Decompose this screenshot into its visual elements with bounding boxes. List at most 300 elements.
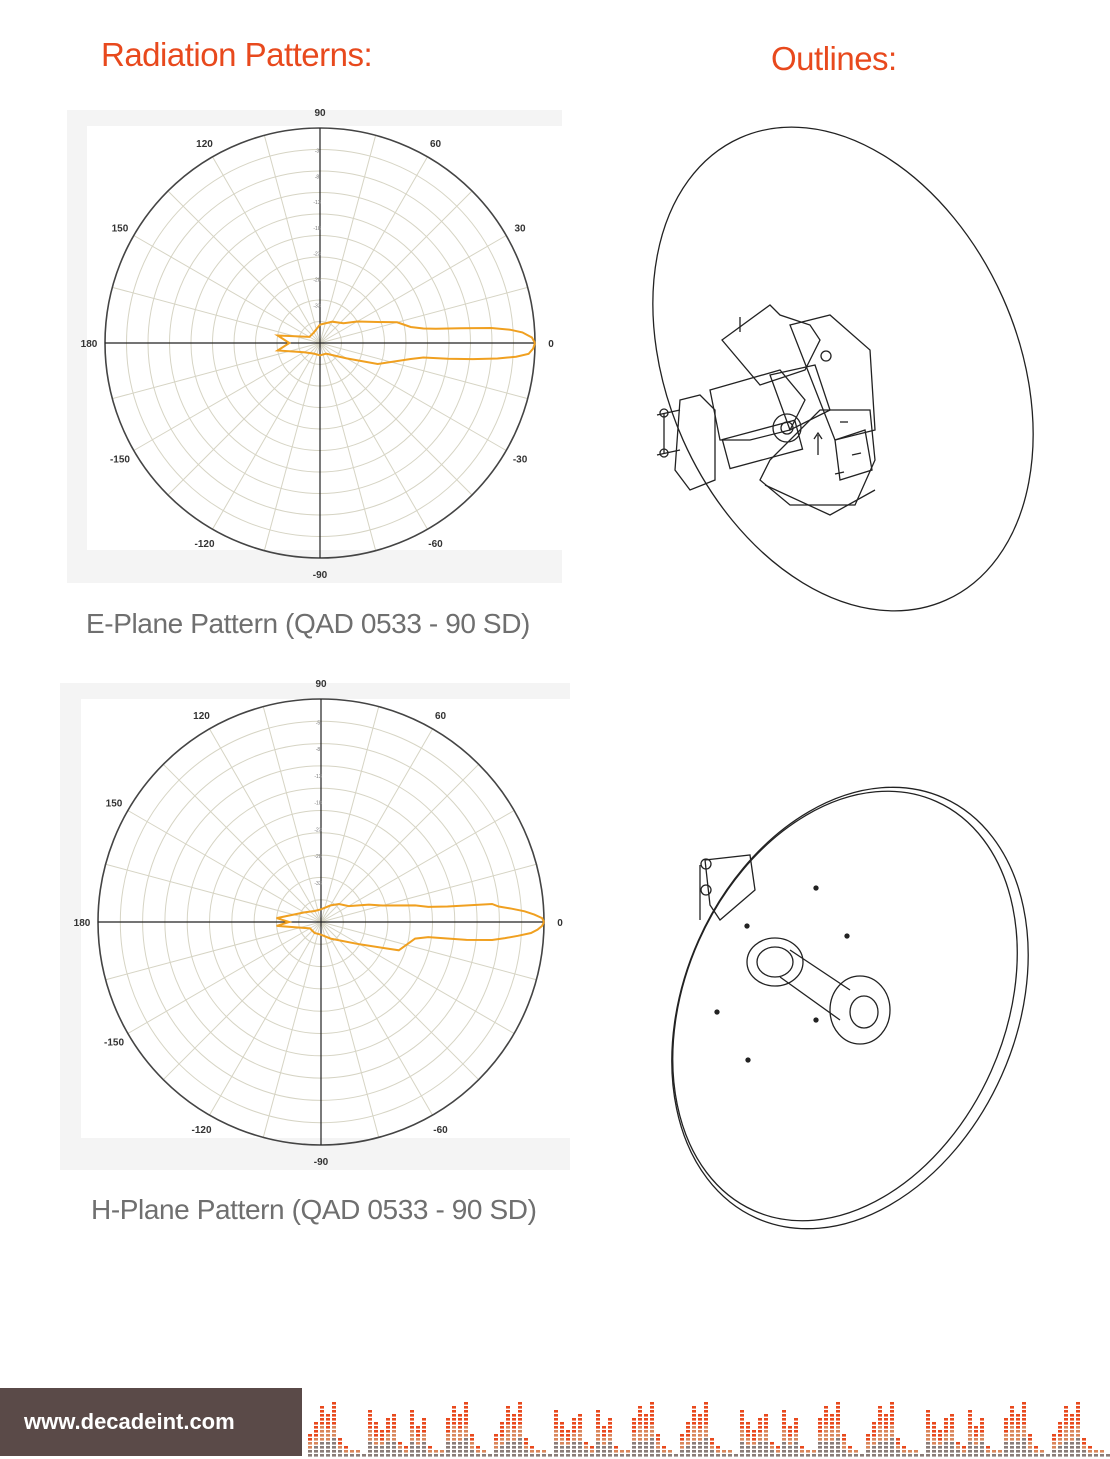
eq-bar-segment: [644, 1414, 648, 1417]
eq-bar-segment: [890, 1434, 894, 1437]
angle-tick-label: -60: [428, 539, 443, 551]
eq-bar-segment: [716, 1454, 720, 1457]
eq-bar-segment: [698, 1438, 702, 1441]
eq-bar-segment: [794, 1446, 798, 1449]
eq-bar-segment: [842, 1450, 846, 1453]
eq-bar-segment: [878, 1406, 882, 1409]
eq-bar-segment: [602, 1450, 606, 1453]
eq-bar-segment: [788, 1426, 792, 1429]
eq-bar-segment: [578, 1422, 582, 1425]
eq-bar-segment: [632, 1438, 636, 1441]
eq-bar-segment: [536, 1450, 540, 1453]
eq-bar-segment: [650, 1442, 654, 1445]
eq-bar-segment: [422, 1446, 426, 1449]
eq-bar-segment: [1010, 1446, 1014, 1449]
radial-tick-label: -23: [314, 827, 322, 834]
eq-bar-segment: [1058, 1446, 1062, 1449]
eq-bar-segment: [596, 1446, 600, 1449]
eq-bar-segment: [326, 1446, 330, 1449]
eq-bar-segment: [824, 1414, 828, 1417]
eq-bar-segment: [392, 1430, 396, 1433]
eq-bar-segment: [518, 1454, 522, 1457]
radial-tick-label: -3: [314, 148, 320, 155]
eq-bar-segment: [500, 1438, 504, 1441]
eq-bar-segment: [458, 1418, 462, 1421]
eq-bar-segment: [866, 1438, 870, 1441]
eq-bar-segment: [392, 1422, 396, 1425]
eq-bar-segment: [1058, 1442, 1062, 1445]
eq-bar-segment: [500, 1450, 504, 1453]
eq-bar-segment: [704, 1446, 708, 1449]
eq-bar-segment: [554, 1454, 558, 1457]
eq-bar-segment: [338, 1442, 342, 1445]
eq-bar-segment: [380, 1430, 384, 1433]
eq-bar-segment: [392, 1442, 396, 1445]
eq-bar-segment: [608, 1430, 612, 1433]
eq-bar-segment: [1064, 1410, 1068, 1413]
eq-bar-segment: [506, 1446, 510, 1449]
eq-bar-segment: [1010, 1450, 1014, 1453]
eq-bar-segment: [446, 1422, 450, 1425]
eq-bar-segment: [326, 1414, 330, 1417]
eq-bar-segment: [614, 1454, 618, 1457]
eq-bar-segment: [890, 1430, 894, 1433]
eq-bar-segment: [320, 1414, 324, 1417]
radial-tick-label: -28: [313, 277, 321, 284]
eq-bar-segment: [686, 1450, 690, 1453]
eq-bar-segment: [896, 1450, 900, 1453]
eq-bar-segment: [680, 1446, 684, 1449]
eq-bar-segment: [440, 1454, 444, 1457]
eq-bar-segment: [1076, 1446, 1080, 1449]
eq-bar-segment: [386, 1442, 390, 1445]
eq-bar-segment: [506, 1410, 510, 1413]
eq-bar-segment: [584, 1454, 588, 1457]
eq-bar-segment: [320, 1430, 324, 1433]
eq-bar-segment: [482, 1454, 486, 1457]
eq-bar-segment: [824, 1410, 828, 1413]
eq-bar-segment: [1064, 1422, 1068, 1425]
eq-bar-segment: [506, 1422, 510, 1425]
eq-bar-segment: [392, 1454, 396, 1457]
eq-bar-segment: [824, 1418, 828, 1421]
eq-bar-segment: [1052, 1446, 1056, 1449]
eq-bar-segment: [1010, 1442, 1014, 1445]
eq-bar-segment: [962, 1446, 966, 1449]
eq-bar-segment: [890, 1442, 894, 1445]
eq-bar-segment: [854, 1454, 858, 1457]
eq-bar-segment: [530, 1450, 534, 1453]
eq-bar-segment: [668, 1450, 672, 1453]
eq-bar-segment: [878, 1418, 882, 1421]
eq-bar-segment: [662, 1454, 666, 1457]
plot-area: [81, 699, 570, 1138]
eq-bar-segment: [554, 1446, 558, 1449]
eq-bar-segment: [638, 1426, 642, 1429]
eq-bar-segment: [980, 1438, 984, 1441]
eq-bar-segment: [410, 1430, 414, 1433]
eq-bar-segment: [464, 1442, 468, 1445]
eq-bar-segment: [884, 1422, 888, 1425]
eq-bar-segment: [506, 1450, 510, 1453]
eq-bar-segment: [704, 1450, 708, 1453]
eq-bar-segment: [446, 1446, 450, 1449]
eq-bar-segment: [470, 1442, 474, 1445]
eq-bar-segment: [938, 1442, 942, 1445]
eq-bar-segment: [1010, 1438, 1014, 1441]
eq-bar-segment: [332, 1442, 336, 1445]
eq-bar-segment: [440, 1450, 444, 1453]
eq-bar-segment: [938, 1434, 942, 1437]
eq-bar-segment: [1070, 1454, 1074, 1457]
eq-bar-segment: [920, 1454, 924, 1457]
eq-bar-segment: [746, 1438, 750, 1441]
eq-bar-segment: [692, 1426, 696, 1429]
eq-bar-segment: [314, 1434, 318, 1437]
eq-bar-segment: [878, 1446, 882, 1449]
eq-bar-segment: [746, 1434, 750, 1437]
eq-bar-segment: [956, 1442, 960, 1445]
eq-bar-segment: [1070, 1414, 1074, 1417]
eq-bar-segment: [938, 1454, 942, 1457]
eq-bar-segment: [452, 1418, 456, 1421]
eq-bar-segment: [308, 1454, 312, 1457]
eq-bar-segment: [1076, 1422, 1080, 1425]
eq-bar-segment: [1070, 1422, 1074, 1425]
eq-bar-segment: [836, 1406, 840, 1409]
eq-bar-segment: [950, 1422, 954, 1425]
eq-bar-segment: [872, 1438, 876, 1441]
eq-bar-segment: [746, 1442, 750, 1445]
eq-bar-segment: [518, 1418, 522, 1421]
eq-bar-segment: [956, 1446, 960, 1449]
eq-bar-segment: [932, 1426, 936, 1429]
eq-bar-segment: [824, 1426, 828, 1429]
eq-bar-segment: [1070, 1438, 1074, 1441]
eq-bar-segment: [332, 1430, 336, 1433]
eq-bar-segment: [620, 1454, 624, 1457]
eq-bar-segment: [320, 1438, 324, 1441]
eq-bar-segment: [824, 1438, 828, 1441]
eq-bar-segment: [638, 1454, 642, 1457]
eq-bar-segment: [1070, 1434, 1074, 1437]
eq-bar-segment: [1004, 1426, 1008, 1429]
angle-tick-label: -60: [433, 1124, 448, 1136]
eq-bar-segment: [818, 1418, 822, 1421]
eq-bar-segment: [926, 1426, 930, 1429]
eq-bar-segment: [416, 1438, 420, 1441]
eq-bar-segment: [692, 1446, 696, 1449]
eq-bar-segment: [458, 1414, 462, 1417]
eq-bar-segment: [824, 1434, 828, 1437]
eq-bar-segment: [566, 1434, 570, 1437]
eq-bar-segment: [836, 1438, 840, 1441]
eq-bar-segment: [758, 1434, 762, 1437]
eq-bar-segment: [566, 1430, 570, 1433]
eq-bar-segment: [890, 1422, 894, 1425]
eq-bar-segment: [758, 1438, 762, 1441]
eq-bar-segment: [1070, 1426, 1074, 1429]
eq-bar-segment: [650, 1434, 654, 1437]
eq-bar-segment: [1064, 1442, 1068, 1445]
eq-bar-segment: [692, 1406, 696, 1409]
eq-bar-segment: [968, 1442, 972, 1445]
eq-bar-segment: [326, 1450, 330, 1453]
eq-bar-segment: [650, 1454, 654, 1457]
eq-bar-segment: [686, 1446, 690, 1449]
eq-bar-segment: [704, 1454, 708, 1457]
eq-bar-segment: [632, 1418, 636, 1421]
eq-bar-segment: [1076, 1414, 1080, 1417]
eq-bar-segment: [380, 1454, 384, 1457]
eq-bar-segment: [632, 1434, 636, 1437]
eq-bar-segment: [662, 1446, 666, 1449]
eq-bar-segment: [788, 1434, 792, 1437]
eq-bar-segment: [1022, 1446, 1026, 1449]
eq-bar-segment: [392, 1426, 396, 1429]
angle-tick-label: 60: [434, 711, 447, 723]
eq-bar-segment: [974, 1434, 978, 1437]
eq-bar-segment: [1016, 1430, 1020, 1433]
eq-bar-segment: [458, 1438, 462, 1441]
eq-bar-segment: [596, 1438, 600, 1441]
eq-bar-segment: [698, 1454, 702, 1457]
eq-bar-segment: [422, 1434, 426, 1437]
eq-bar-segment: [560, 1430, 564, 1433]
eq-bar-segment: [764, 1414, 768, 1417]
eq-bar-segment: [1058, 1450, 1062, 1453]
eq-bar-segment: [632, 1430, 636, 1433]
eq-bar-segment: [464, 1430, 468, 1433]
eq-bar-segment: [1064, 1434, 1068, 1437]
eq-bar-segment: [458, 1454, 462, 1457]
eq-bar-segment: [518, 1450, 522, 1453]
eq-bar-segment: [578, 1450, 582, 1453]
eq-bar-segment: [950, 1430, 954, 1433]
eq-bar-segment: [638, 1406, 642, 1409]
eq-bar-segment: [878, 1414, 882, 1417]
radial-tick-label: -8: [314, 174, 320, 181]
eq-bar-segment: [1094, 1450, 1098, 1453]
eq-bar-segment: [494, 1434, 498, 1437]
eq-bar-segment: [1016, 1438, 1020, 1441]
eq-bar-segment: [518, 1430, 522, 1433]
eq-bar-segment: [1004, 1446, 1008, 1449]
radial-tick-label: -33: [313, 303, 321, 310]
eq-bar-segment: [638, 1414, 642, 1417]
eq-bar-segment: [566, 1450, 570, 1453]
eq-bar-segment: [410, 1454, 414, 1457]
eq-bar-segment: [638, 1438, 642, 1441]
footer-bar: [0, 1388, 1110, 1459]
eq-bar-segment: [998, 1450, 1002, 1453]
eq-bar-segment: [1058, 1422, 1062, 1425]
eq-bar-segment: [452, 1446, 456, 1449]
eq-bar-segment: [944, 1446, 948, 1449]
eq-bar-segment: [494, 1450, 498, 1453]
eq-bar-segment: [752, 1450, 756, 1453]
eq-bar-segment: [950, 1454, 954, 1457]
eq-bar-segment: [1106, 1454, 1110, 1457]
eq-bar-segment: [740, 1414, 744, 1417]
eq-bar-segment: [758, 1450, 762, 1453]
angle-tick-label: 180: [73, 918, 91, 929]
eq-bar-segment: [764, 1434, 768, 1437]
eq-bar-segment: [524, 1442, 528, 1445]
eq-bar-segment: [764, 1454, 768, 1457]
eq-bar-segment: [1010, 1406, 1014, 1409]
eq-bar-segment: [380, 1450, 384, 1453]
eq-bar-segment: [578, 1438, 582, 1441]
eq-bar-segment: [932, 1454, 936, 1457]
eq-bar-segment: [974, 1450, 978, 1453]
eq-bar-segment: [332, 1438, 336, 1441]
eq-bar-segment: [548, 1454, 552, 1457]
eq-bar-segment: [422, 1450, 426, 1453]
eq-bar-segment: [584, 1450, 588, 1453]
eq-bar-segment: [872, 1422, 876, 1425]
eq-bar-segment: [392, 1414, 396, 1417]
eq-bar-segment: [704, 1430, 708, 1433]
eq-bar-segment: [314, 1422, 318, 1425]
eq-bar-segment: [884, 1454, 888, 1457]
eq-bar-segment: [470, 1446, 474, 1449]
e-plane-chart: [67, 110, 562, 583]
eq-bar-segment: [1022, 1418, 1026, 1421]
eq-bar-segment: [1022, 1430, 1026, 1433]
eq-bar-segment: [902, 1454, 906, 1457]
eq-bar-segment: [980, 1450, 984, 1453]
eq-bar-segment: [1070, 1446, 1074, 1449]
eq-bar-segment: [1004, 1430, 1008, 1433]
eq-bar-segment: [986, 1446, 990, 1449]
eq-bar-segment: [686, 1438, 690, 1441]
eq-bar-segment: [926, 1434, 930, 1437]
eq-bar-segment: [932, 1434, 936, 1437]
eq-bar-segment: [494, 1442, 498, 1445]
eq-bar-segment: [320, 1426, 324, 1429]
eq-bar-segment: [416, 1426, 420, 1429]
eq-bar-segment: [932, 1438, 936, 1441]
eq-bar-segment: [554, 1414, 558, 1417]
eq-bar-segment: [350, 1454, 354, 1457]
eq-bar-segment: [1076, 1450, 1080, 1453]
eq-bar-segment: [464, 1454, 468, 1457]
eq-bar-segment: [872, 1454, 876, 1457]
eq-bar-segment: [398, 1454, 402, 1457]
eq-bar-segment: [716, 1446, 720, 1449]
eq-bar-segment: [692, 1422, 696, 1425]
eq-bar-segment: [740, 1446, 744, 1449]
eq-bar-segment: [410, 1426, 414, 1429]
website-link[interactable]: www.decadeint.com: [24, 1409, 235, 1434]
eq-bar-segment: [836, 1422, 840, 1425]
eq-bar-segment: [974, 1438, 978, 1441]
eq-bar-segment: [842, 1454, 846, 1457]
eq-bar-segment: [668, 1454, 672, 1457]
eq-bar-segment: [968, 1430, 972, 1433]
eq-bar-segment: [644, 1450, 648, 1453]
eq-bar-segment: [1028, 1438, 1032, 1441]
eq-bar-segment: [836, 1434, 840, 1437]
eq-bar-segment: [902, 1450, 906, 1453]
eq-bar-segment: [332, 1450, 336, 1453]
angle-tick-label: 90: [314, 108, 326, 119]
eq-bar-segment: [386, 1426, 390, 1429]
eq-bar-segment: [632, 1442, 636, 1445]
angle-tick-label: -30: [512, 454, 528, 466]
eq-bar-segment: [818, 1454, 822, 1457]
eq-bar-segment: [704, 1442, 708, 1445]
eq-bar-segment: [698, 1434, 702, 1437]
eq-bar-segment: [692, 1434, 696, 1437]
eq-bar-segment: [1028, 1450, 1032, 1453]
eq-bar-segment: [314, 1454, 318, 1457]
eq-bar-segment: [452, 1450, 456, 1453]
eq-bar-segment: [944, 1442, 948, 1445]
eq-bar-segment: [830, 1434, 834, 1437]
eq-bar-segment: [872, 1430, 876, 1433]
eq-bar-segment: [764, 1426, 768, 1429]
eq-bar-segment: [446, 1430, 450, 1433]
eq-bar-segment: [1016, 1446, 1020, 1449]
eq-bar-segment: [740, 1418, 744, 1421]
eq-bar-segment: [938, 1430, 942, 1433]
radial-tick-label: -5: [315, 720, 321, 727]
eq-bar-segment: [740, 1454, 744, 1457]
eq-bar-segment: [404, 1450, 408, 1453]
eq-bar-segment: [494, 1454, 498, 1457]
eq-bar-segment: [836, 1442, 840, 1445]
eq-bar-segment: [596, 1422, 600, 1425]
eq-bar-segment: [572, 1426, 576, 1429]
eq-bar-segment: [740, 1438, 744, 1441]
eq-bar-segment: [596, 1418, 600, 1421]
eq-bar-segment: [800, 1450, 804, 1453]
eq-bar-segment: [992, 1450, 996, 1453]
radial-tick-label: -13: [314, 773, 322, 780]
eq-bar-segment: [1022, 1450, 1026, 1453]
eq-bar-segment: [596, 1450, 600, 1453]
eq-bar-segment: [566, 1442, 570, 1445]
eq-bar-segment: [746, 1450, 750, 1453]
footer-url-box: [0, 1388, 302, 1456]
eq-bar-segment: [512, 1442, 516, 1445]
eq-bar-segment: [464, 1438, 468, 1441]
radial-tick-label: -33: [314, 880, 322, 887]
eq-bar-segment: [758, 1418, 762, 1421]
eq-bar-segment: [506, 1430, 510, 1433]
eq-bar-segment: [890, 1446, 894, 1449]
eq-bar-segment: [572, 1430, 576, 1433]
eq-bar-segment: [770, 1454, 774, 1457]
eq-bar-segment: [578, 1442, 582, 1445]
eq-bar-segment: [980, 1430, 984, 1433]
eq-bar-segment: [308, 1434, 312, 1437]
eq-bar-segment: [626, 1450, 630, 1453]
eq-bar-segment: [656, 1450, 660, 1453]
eq-bar-segment: [608, 1422, 612, 1425]
eq-bar-segment: [470, 1434, 474, 1437]
eq-bar-segment: [1010, 1414, 1014, 1417]
eq-bar-segment: [1004, 1450, 1008, 1453]
eq-bar-segment: [926, 1410, 930, 1413]
eq-bar-segment: [632, 1446, 636, 1449]
eq-bar-segment: [578, 1414, 582, 1417]
eq-bar-segment: [554, 1442, 558, 1445]
eq-bar-segment: [386, 1450, 390, 1453]
eq-bar-segment: [572, 1446, 576, 1449]
